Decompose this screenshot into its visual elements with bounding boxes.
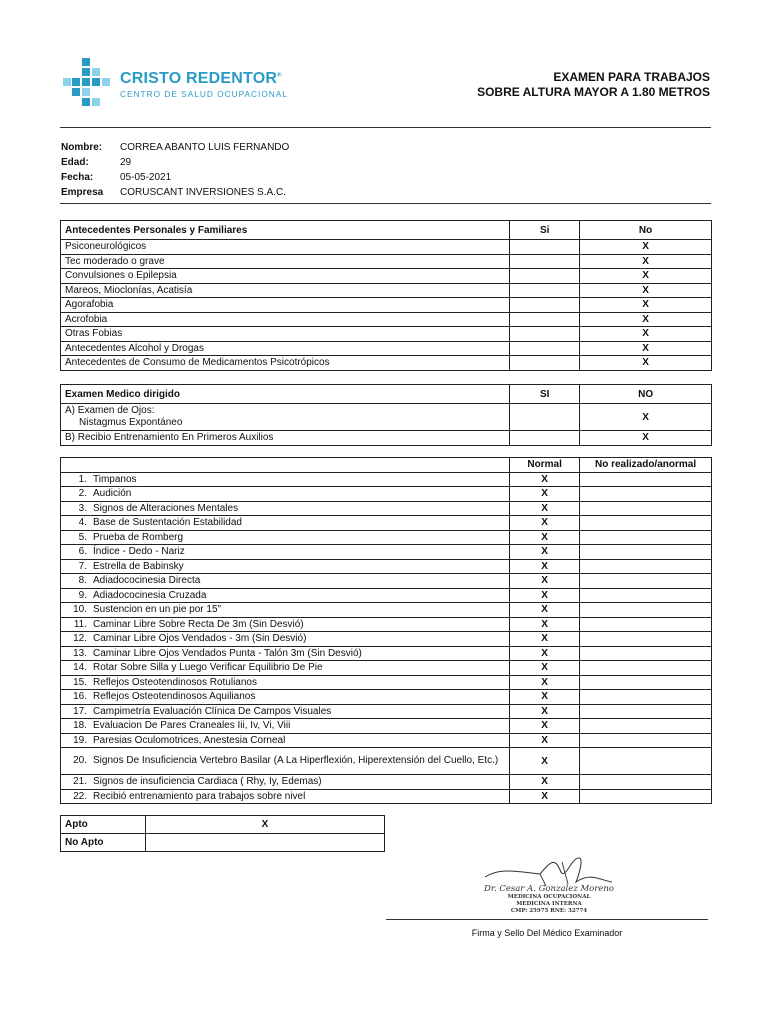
table-row [61, 617, 712, 632]
prueba-normal: X [510, 487, 580, 502]
patient-name-row [61, 142, 289, 157]
examen-dirigido-header-label: Examen Medico dirigido [61, 385, 510, 404]
prueba-label: Caminar Libre Ojos Vendados - 3m (Sin Desvió) [93, 633, 307, 645]
prueba-normal: X [510, 661, 580, 676]
prueba-label-cell [61, 719, 510, 734]
prueba-label: Sustencion en un pie por 15" [93, 604, 222, 616]
title-line-1: EXAMEN PARA TRABAJOS [553, 70, 710, 84]
patient-age-row [61, 157, 289, 172]
date-value: 05-05-2021 [120, 172, 172, 183]
antecedente-no: X [580, 283, 712, 298]
document-title [477, 70, 710, 100]
prueba-normal: X [510, 748, 580, 775]
prueba-anormal [580, 748, 712, 775]
aptitud-table [60, 815, 385, 852]
prueba-number: 22. [73, 790, 87, 802]
table-row [61, 487, 712, 502]
pruebas-header-blank [61, 458, 510, 473]
company-label: Empresa [61, 187, 104, 198]
table-row [61, 661, 712, 676]
prueba-anormal [580, 603, 712, 618]
prueba-number: 6. [78, 546, 87, 558]
table-row [61, 501, 712, 516]
prueba-label: Caminar Libre Sobre Recta De 3m (Sin Desvió) [93, 618, 304, 630]
prueba-label: Recibió entrenamiento para trabajos sobre nivel [93, 790, 306, 802]
name-label: Nombre: [61, 142, 103, 153]
table-row [61, 733, 712, 748]
prueba-normal: X [510, 472, 580, 487]
prueba-label-cell [61, 530, 510, 545]
prueba-number: 4. [78, 517, 87, 529]
prueba-normal: X [510, 719, 580, 734]
prueba-normal: X [510, 603, 580, 618]
brand-name: CRISTO REDENTOR [120, 70, 278, 87]
table-row [61, 588, 712, 603]
table-row [61, 646, 712, 661]
prueba-label: Adiadococinesia Cruzada [93, 589, 207, 601]
prueba-normal: X [510, 690, 580, 705]
brand-subtitle: CENTRO DE SALUD OCUPACIONAL [120, 89, 288, 99]
prueba-label-cell [61, 632, 510, 647]
prueba-anormal [580, 704, 712, 719]
prueba-normal: X [510, 704, 580, 719]
signature-caption: Firma y Sello Del Médico Examinador [471, 928, 623, 938]
prueba-number: 10. [73, 604, 87, 616]
prueba-normal: X [510, 646, 580, 661]
table-row [61, 298, 712, 313]
examen-dirigido-header [61, 385, 712, 404]
table-row [61, 675, 712, 690]
prueba-anormal [580, 675, 712, 690]
prueba-anormal [580, 617, 712, 632]
table-row [61, 327, 712, 342]
exam-row-si [510, 404, 580, 431]
prueba-normal: X [510, 775, 580, 790]
prueba-anormal [580, 690, 712, 705]
prueba-label: Evaluacion De Pares Craneales Iii, Iv, Vi, Viii [93, 720, 291, 732]
prueba-anormal [580, 530, 712, 545]
table-row [61, 516, 712, 531]
table-row [61, 254, 712, 269]
apto-label: Apto [61, 816, 146, 834]
prueba-label: Estrella de Babinsky [93, 560, 184, 572]
prueba-number: 17. [73, 705, 87, 717]
prueba-label-cell [61, 646, 510, 661]
antecedente-no: X [580, 341, 712, 356]
patient-info [61, 142, 289, 202]
prueba-label: Prueba de Romberg [93, 531, 184, 543]
prueba-label: Adiadococinesia Directa [93, 575, 201, 587]
prueba-normal: X [510, 617, 580, 632]
signature-line [386, 919, 708, 920]
antecedente-si [510, 269, 580, 284]
no-apto-value [145, 834, 384, 852]
brand-logo [120, 70, 288, 99]
antecedentes-header [61, 221, 712, 240]
age-label: Edad: [61, 157, 89, 168]
table-row [61, 559, 712, 574]
prueba-label-cell [61, 487, 510, 502]
antecedente-label: Otras Fobias [61, 327, 510, 342]
antecedente-label: Antecedentes de Consumo de Medicamentos Psicotrópicos [61, 356, 510, 371]
prueba-anormal [580, 719, 712, 734]
antecedente-no: X [580, 312, 712, 327]
brand-reg: ® [277, 72, 282, 79]
patient-company-row [61, 187, 289, 202]
antecedentes-header-si: Si [510, 221, 580, 240]
antecedente-no: X [580, 356, 712, 371]
prueba-number: 21. [73, 776, 87, 788]
prueba-number: 15. [73, 676, 87, 688]
prueba-label-cell [61, 704, 510, 719]
table-row [61, 748, 712, 775]
prueba-number: 16. [73, 691, 87, 703]
table-row [61, 690, 712, 705]
prueba-label: Timpanos [93, 473, 137, 485]
prueba-number: 11. [73, 618, 87, 630]
table-row [61, 775, 712, 790]
exam-row-si [510, 431, 580, 446]
prueba-label: Paresias Oculomotrices, Anestesia Corneal [93, 734, 286, 746]
antecedente-si [510, 240, 580, 255]
antecedente-label: Mareos, Mioclonías, Acatisía [61, 283, 510, 298]
prueba-label: Signos de Alteraciones Mentales [93, 502, 239, 514]
table-row [61, 472, 712, 487]
doctor-name: Dr. Cesar A. Gonzalez Moreno [484, 884, 614, 894]
patient-date-row [61, 172, 289, 187]
prueba-normal: X [510, 632, 580, 647]
table-row [61, 545, 712, 560]
table-row [61, 789, 712, 804]
prueba-number: 12. [73, 633, 87, 645]
prueba-label-cell [61, 603, 510, 618]
prueba-normal: X [510, 530, 580, 545]
prueba-normal: X [510, 559, 580, 574]
prueba-anormal [580, 646, 712, 661]
antecedente-label: Agorafobia [61, 298, 510, 313]
antecedente-no: X [580, 327, 712, 342]
prueba-number: 1. [78, 473, 87, 485]
prueba-label-cell [61, 472, 510, 487]
apto-row [61, 816, 385, 834]
table-row [61, 341, 712, 356]
prueba-anormal [580, 501, 712, 516]
exam-row-no: X [580, 431, 712, 446]
prueba-anormal [580, 559, 712, 574]
prueba-number: 20. [73, 755, 87, 766]
table-row [61, 574, 712, 589]
header-divider [60, 127, 711, 128]
prueba-label-cell [61, 574, 510, 589]
prueba-normal: X [510, 501, 580, 516]
exam-row-line-1: A) Examen de Ojos: [65, 405, 155, 416]
table-row [61, 431, 712, 446]
examen-dirigido-header-si: SI [510, 385, 580, 404]
prueba-label: Campimetría Evaluación Clínica De Campos Visuales [93, 705, 332, 717]
prueba-label-cell [61, 588, 510, 603]
no-apto-row [61, 834, 385, 852]
table-row [61, 240, 712, 255]
examen-dirigido-table [60, 384, 712, 446]
apto-value: X [145, 816, 384, 834]
antecedente-si [510, 312, 580, 327]
antecedentes-table [60, 220, 712, 371]
prueba-anormal [580, 487, 712, 502]
prueba-anormal [580, 632, 712, 647]
pruebas-header [61, 458, 712, 473]
prueba-label-cell [61, 545, 510, 560]
antecedente-no: X [580, 254, 712, 269]
exam-row-no: X [580, 404, 712, 431]
prueba-normal: X [510, 574, 580, 589]
prueba-number: 9. [78, 589, 87, 601]
antecedente-label: Acrofobia [61, 312, 510, 327]
prueba-anormal [580, 789, 712, 804]
prueba-label-cell [61, 733, 510, 748]
prueba-label-cell [61, 690, 510, 705]
table-row [61, 704, 712, 719]
prueba-label-cell [61, 675, 510, 690]
pruebas-table [60, 457, 712, 804]
signature-stamp [484, 884, 614, 915]
prueba-number: 13. [73, 647, 87, 659]
prueba-normal: X [510, 516, 580, 531]
antecedente-no: X [580, 240, 712, 255]
prueba-normal: X [510, 588, 580, 603]
prueba-label: Audición [93, 488, 132, 500]
logo-cross-icon [62, 57, 116, 111]
pruebas-header-anormal: No realizado/anormal [580, 458, 712, 473]
prueba-label: Reflejos Osteotendinosos Aquilianos [93, 691, 256, 703]
prueba-number: 14. [73, 662, 87, 674]
stamp-line-3: CMP: 25975 RNE: 32774 [510, 908, 588, 914]
company-value: CORUSCANT INVERSIONES S.A.C. [120, 187, 286, 198]
antecedente-si [510, 356, 580, 371]
antecedente-no: X [580, 298, 712, 313]
no-apto-label: No Apto [61, 834, 146, 852]
table-row [61, 283, 712, 298]
antecedente-label: Psiconeurológicos [61, 240, 510, 255]
prueba-anormal [580, 472, 712, 487]
antecedente-si [510, 298, 580, 313]
prueba-anormal [580, 545, 712, 560]
prueba-number: 2. [78, 488, 87, 500]
prueba-normal: X [510, 545, 580, 560]
prueba-label-cell [61, 516, 510, 531]
antecedente-si [510, 327, 580, 342]
table-row [61, 530, 712, 545]
prueba-label: Base de Sustentación Estabilidad [93, 517, 242, 529]
prueba-normal: X [510, 789, 580, 804]
antecedente-label: Tec moderado o grave [61, 254, 510, 269]
antecedente-no: X [580, 269, 712, 284]
age-value: 29 [120, 157, 132, 168]
antecedente-si [510, 341, 580, 356]
prueba-number: 8. [78, 575, 87, 587]
prueba-anormal [580, 661, 712, 676]
name-value: CORREA ABANTO LUIS FERNANDO [120, 142, 290, 153]
table-row [61, 312, 712, 327]
title-line-2: SOBRE ALTURA MAYOR A 1.80 METROS [477, 85, 710, 99]
prueba-label-cell [61, 789, 510, 804]
stamp-line-2: MEDICINA INTERNA [516, 901, 582, 907]
prueba-anormal [580, 516, 712, 531]
prueba-label-cell [61, 661, 510, 676]
prueba-label-cell [61, 748, 510, 775]
exam-row-label [61, 404, 510, 431]
prueba-anormal [580, 733, 712, 748]
info-divider [60, 203, 711, 204]
prueba-normal: X [510, 675, 580, 690]
prueba-label: Reflejos Osteotendinosos Rotulianos [93, 676, 257, 688]
prueba-number: 7. [78, 560, 87, 572]
prueba-label: Caminar Libre Ojos Vendados Punta - Talón 3m (Sin Desvió) [93, 647, 362, 659]
antecedentes-header-no: No [580, 221, 712, 240]
prueba-label: Signos de insuficiencia Cardiaca ( Rhy, Iy, Edemas) [93, 776, 322, 788]
prueba-label: Índice - Dedo - Nariz [93, 546, 185, 558]
exam-row-label: B) Recibio Entrenamiento En Primeros Auxilios [61, 431, 510, 446]
prueba-label-cell [61, 501, 510, 516]
prueba-label-cell [61, 559, 510, 574]
table-row [61, 356, 712, 371]
antecedente-label: Convulsiones o Epilepsia [61, 269, 510, 284]
antecedente-si [510, 254, 580, 269]
prueba-label-cell [61, 775, 510, 790]
prueba-anormal [580, 588, 712, 603]
prueba-number: 19. [73, 734, 87, 746]
prueba-label-cell [61, 617, 510, 632]
antecedente-si [510, 283, 580, 298]
table-row [61, 404, 712, 431]
exam-row-line-2: Nistagmus Expontáneo [79, 417, 183, 428]
table-row [61, 632, 712, 647]
antecedente-label: Antecedentes Alcohol y Drogas [61, 341, 510, 356]
prueba-anormal [580, 574, 712, 589]
antecedentes-header-label: Antecedentes Personales y Familiares [61, 221, 510, 240]
table-row [61, 603, 712, 618]
stamp-line-1: MEDICINA OCUPACIONAL [507, 894, 591, 900]
prueba-anormal [580, 775, 712, 790]
prueba-number: 18. [73, 720, 87, 732]
examen-dirigido-header-no: NO [580, 385, 712, 404]
prueba-number: 3. [78, 502, 87, 514]
prueba-label: Rotar Sobre Silla y Luego Verificar Equilibrio De Pie [93, 662, 323, 674]
prueba-normal: X [510, 733, 580, 748]
prueba-label: Signos De Insuficiencia Vertebro Basilar (A La Hiperflexión, Hiperextensión del Cuello, Etc.) [93, 755, 499, 766]
table-row [61, 719, 712, 734]
pruebas-header-normal: Normal [510, 458, 580, 473]
prueba-number: 5. [78, 531, 87, 543]
table-row [61, 269, 712, 284]
date-label: Fecha: [61, 172, 94, 183]
